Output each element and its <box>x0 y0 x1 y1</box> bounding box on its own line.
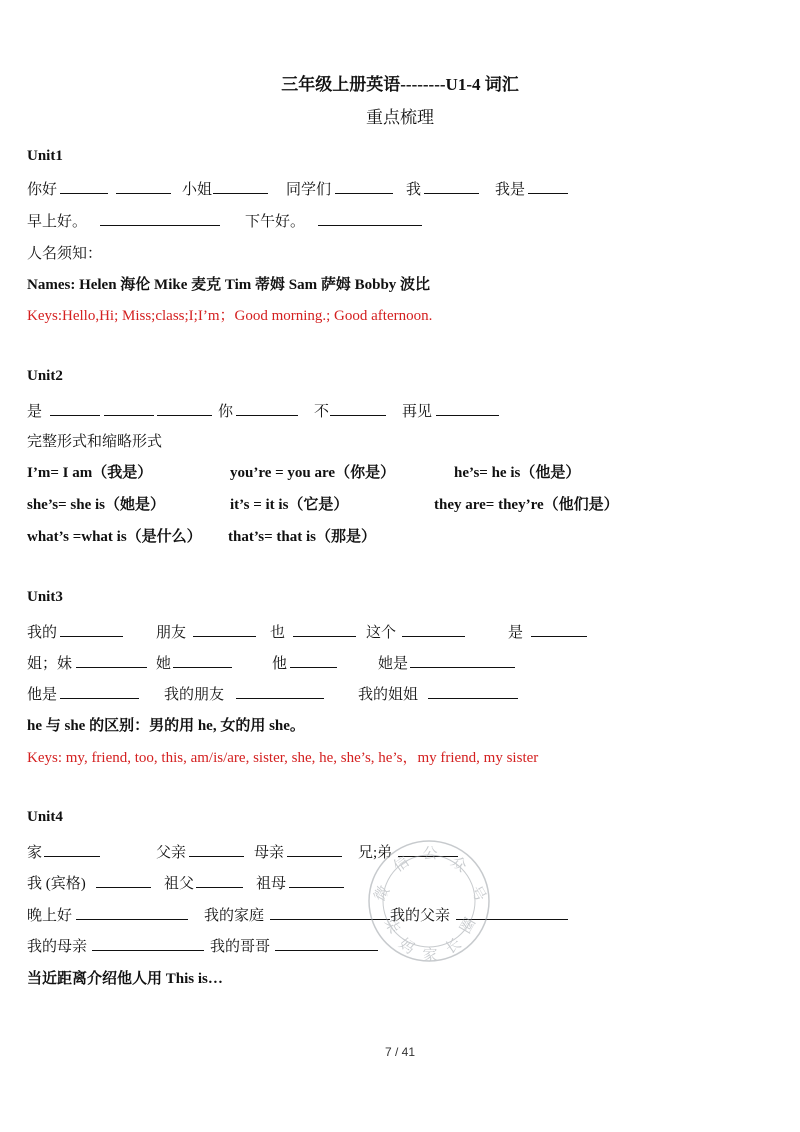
svg-text:微: 微 <box>370 882 394 905</box>
svg-text:长: 长 <box>441 934 465 958</box>
vocab-prompt: 我 (宾格) <box>27 876 86 892</box>
vocab-prompt: 我是 <box>495 182 526 198</box>
vocab-prompt: 下午好。 <box>245 214 306 230</box>
vocab-prompt: 早上好。 <box>27 214 88 230</box>
vocab-prompt: 你 <box>218 404 234 420</box>
svg-text:柒: 柒 <box>380 914 404 937</box>
answer-blank <box>236 683 324 699</box>
answer-blank <box>275 935 378 951</box>
vocab-prompt: 再见 <box>402 404 433 420</box>
names-list: Names: Helen 海伦 Mike 麦克 Tim 蒂姆 Sam 萨姆 Bobby 波比 <box>27 277 431 293</box>
answer-blank <box>60 178 108 194</box>
svg-text:圈: 圈 <box>456 914 480 937</box>
answer-blank <box>287 841 342 857</box>
unit4-heading: Unit4 <box>27 809 63 825</box>
answer-blank <box>318 210 422 226</box>
introduce-note: 当近距离介绍他人用 This is… <box>27 971 223 987</box>
contraction: she’s= she is（她是） <box>27 497 166 513</box>
vocab-prompt: 是 <box>508 625 524 641</box>
vocab-prompt: 我 <box>406 182 422 198</box>
answer-blank <box>236 400 298 416</box>
vocab-prompt: 同学们 <box>286 182 332 198</box>
forms-label: 完整形式和缩略形式 <box>27 434 163 450</box>
answer-blank <box>290 652 337 668</box>
answer-blank <box>402 621 465 637</box>
answer-blank <box>410 652 515 668</box>
vocab-prompt: 父亲 <box>156 845 187 861</box>
answer-blank <box>531 621 587 637</box>
answer-blank <box>189 841 244 857</box>
answer-blank <box>76 652 147 668</box>
vocab-prompt: 他是 <box>27 687 58 703</box>
answer-blank <box>50 400 100 416</box>
vocab-prompt: 也 <box>270 625 286 641</box>
vocab-prompt: 我的 <box>27 625 58 641</box>
answer-blank <box>428 683 518 699</box>
vocab-prompt: 她是 <box>378 656 409 672</box>
vocab-prompt: 不 <box>314 404 330 420</box>
vocab-prompt: 我的哥哥 <box>210 939 271 955</box>
answer-blank <box>173 652 232 668</box>
contraction: I’m= I am（我是） <box>27 465 153 481</box>
vocab-prompt: 我的母亲 <box>27 939 88 955</box>
svg-text:号: 号 <box>466 882 490 905</box>
vocab-prompt: 祖母 <box>256 876 287 892</box>
answer-blank <box>436 400 499 416</box>
unit1-heading: Unit1 <box>27 148 63 164</box>
gender-note: he 与 she 的区别：男的用 he, 女的用 she。 <box>27 718 305 734</box>
vocab-prompt: 我的姐姐 <box>358 687 419 703</box>
answer-blank <box>76 904 188 920</box>
vocab-prompt: 我的父亲 <box>390 908 451 924</box>
answer-blank <box>335 178 393 194</box>
vocab-prompt: 家 <box>27 845 43 861</box>
vocab-prompt: 祖父 <box>164 876 195 892</box>
answer-blank <box>104 400 154 416</box>
vocab-prompt: 姐；妹 <box>27 656 73 672</box>
answer-blank <box>60 683 139 699</box>
answer-blank <box>213 178 268 194</box>
answer-blank <box>289 872 344 888</box>
svg-text:妈: 妈 <box>395 934 419 958</box>
stamp-lettering <box>370 844 490 964</box>
answer-blank <box>100 210 220 226</box>
unit2-heading: Unit2 <box>27 368 63 384</box>
contraction: that’s= that is（那是） <box>228 529 376 545</box>
vocab-prompt: 朋友 <box>156 625 187 641</box>
vocab-prompt: 他 <box>272 656 288 672</box>
answer-blank <box>330 400 386 416</box>
contraction: you’re = you are（你是） <box>230 465 396 481</box>
vocab-prompt: 是 <box>27 404 43 420</box>
answer-blank <box>196 872 243 888</box>
vocab-prompt: 小姐 <box>182 182 213 198</box>
svg-text:信: 信 <box>389 852 413 876</box>
vocab-prompt: 这个 <box>366 625 397 641</box>
vocab-prompt: 我的家庭 <box>204 908 265 924</box>
svg-text:公: 公 <box>422 844 438 862</box>
vocab-prompt: 我的朋友 <box>164 687 225 703</box>
vocab-prompt: 她 <box>156 656 172 672</box>
answer-blank <box>60 621 123 637</box>
document-subtitle: 重点梳理 <box>366 108 434 127</box>
document-title: 三年级上册英语--------U1-4 词汇 <box>281 75 519 94</box>
unit3-heading: Unit3 <box>27 589 63 605</box>
page-number: 7 / 41 <box>384 1045 416 1059</box>
vocab-prompt: 母亲 <box>254 845 285 861</box>
answer-blank <box>528 178 568 194</box>
contraction: it’s = it is（它是） <box>230 497 349 513</box>
vocab-prompt: 你好 <box>27 182 58 198</box>
watermark-stamp <box>364 836 494 966</box>
svg-text:家: 家 <box>422 946 438 964</box>
vocab-prompt: 兄;弟 <box>358 845 393 861</box>
names-label: 人名须知： <box>27 246 103 262</box>
unit3-keys: Keys: my, friend, too, this, am/is/are, sister, she, he, she’s, he’s，my friend, my sister <box>27 750 539 766</box>
contraction: they are= they’re（他们是） <box>434 497 619 513</box>
svg-text:众: 众 <box>447 852 471 876</box>
contraction: he’s= he is（他是） <box>454 465 581 481</box>
answer-blank <box>293 621 356 637</box>
vocab-prompt: 晚上好 <box>27 908 73 924</box>
answer-blank <box>92 935 204 951</box>
answer-blank <box>424 178 479 194</box>
answer-blank <box>116 178 171 194</box>
answer-blank <box>193 621 256 637</box>
answer-blank <box>44 841 100 857</box>
contraction: what’s =what is（是什么） <box>27 529 202 545</box>
answer-blank <box>157 400 212 416</box>
unit1-keys: Keys:Hello,Hi; Miss;class;I;I’m；Good morning.; Good afternoon. <box>27 308 433 324</box>
answer-blank <box>96 872 151 888</box>
